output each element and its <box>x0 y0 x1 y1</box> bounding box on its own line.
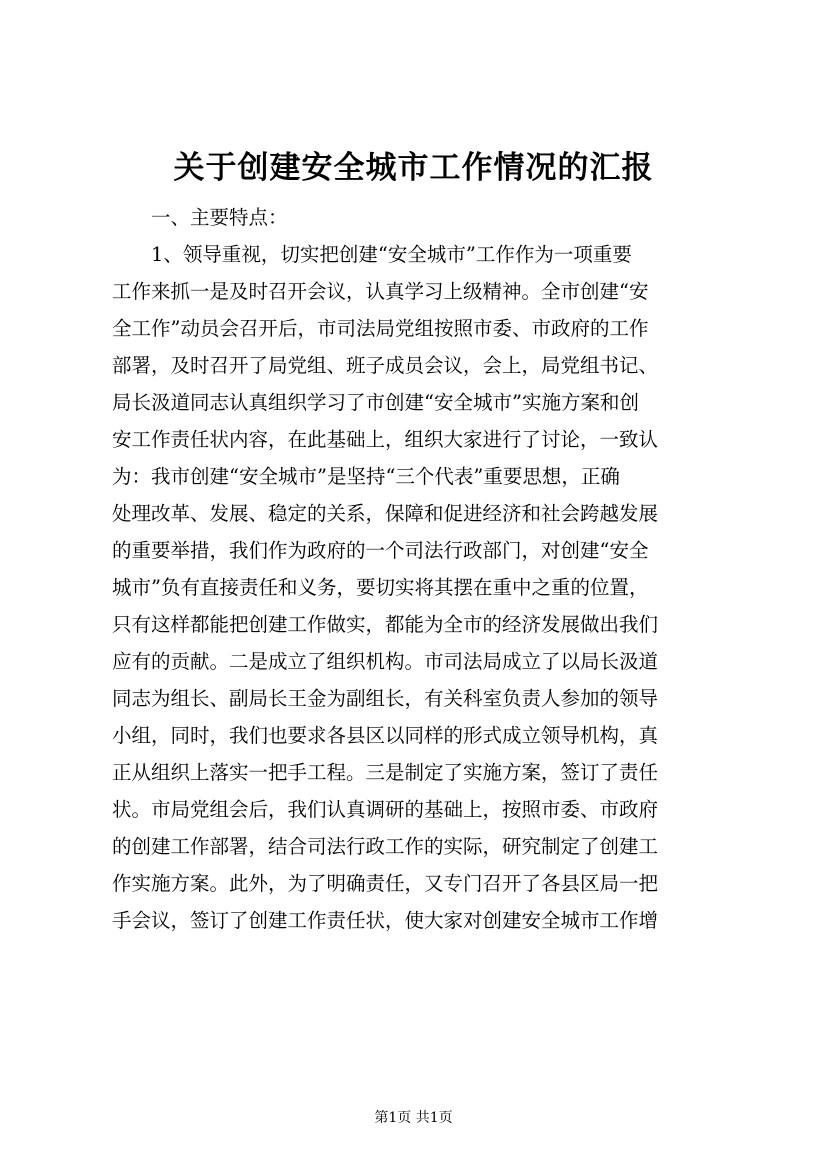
body-line: 安工作责任状内容，在此基础上，组织大家进行了讨论，一致认 <box>112 428 659 451</box>
body-line: 城市”负有直接责任和义务，要切实将其摆在重中之重的位置， <box>112 576 649 599</box>
body-line: 1、领导重视，切实把创建“安全城市”工作作为一项重要 <box>112 243 632 266</box>
body-line: 只有这样都能把创建工作做实，都能为全市的经济发展做出我们 <box>112 613 659 636</box>
body-line: 手会议，签订了创建工作责任状，使大家对创建安全城市工作增 <box>112 909 659 932</box>
document-title: 关于创建安全城市工作情况的汇报 <box>173 150 654 186</box>
body-line: 局长汲道同志认真组织学习了市创建“安全城市”实施方案和创 <box>112 391 639 414</box>
page-number-footer: 第1页 共1页 <box>374 1110 453 1126</box>
body-line: 工作来抓一是及时召开会议，认真学习上级精神。全市创建“安 <box>112 280 649 303</box>
body-line: 同志为组长、副局长王金为副组长，有关科室负责人参加的领导 <box>112 687 659 710</box>
body-line: 为：我市创建“安全城市”是坚持“三个代表”重要思想，正确 <box>112 465 620 488</box>
body-line: 小组，同时，我们也要求各县区以同样的形式成立领导机构，真 <box>112 724 659 747</box>
body-line: 全工作”动员会召开后，市司法局党组按照市委、市政府的工作 <box>112 317 649 340</box>
body-line: 的创建工作部署，结合司法行政工作的实际，研究制定了创建工 <box>112 835 659 858</box>
body-line: 处理改革、发展、稳定的关系，保障和促进经济和社会跨越发展 <box>112 502 659 525</box>
body-line: 作实施方案。此外，为了明确责任，又专门召开了各县区局一把 <box>112 872 659 895</box>
body-line: 一、主要特点： <box>112 206 288 229</box>
document-body <box>112 199 722 939</box>
body-line: 正从组织上落实一把手工程。三是制定了实施方案，签订了责任 <box>112 761 659 784</box>
body-line: 状。市局党组会后，我们认真调研的基础上，按照市委、市政府 <box>112 798 659 821</box>
body-line: 部署，及时召开了局党组、班子成员会议，会上，局党组书记、 <box>112 354 659 377</box>
body-line: 应有的贡献。二是成立了组织机构。市司法局成立了以局长汲道 <box>112 650 659 673</box>
body-line: 的重要举措，我们作为政府的一个司法行政部门，对创建“安全 <box>112 539 649 562</box>
